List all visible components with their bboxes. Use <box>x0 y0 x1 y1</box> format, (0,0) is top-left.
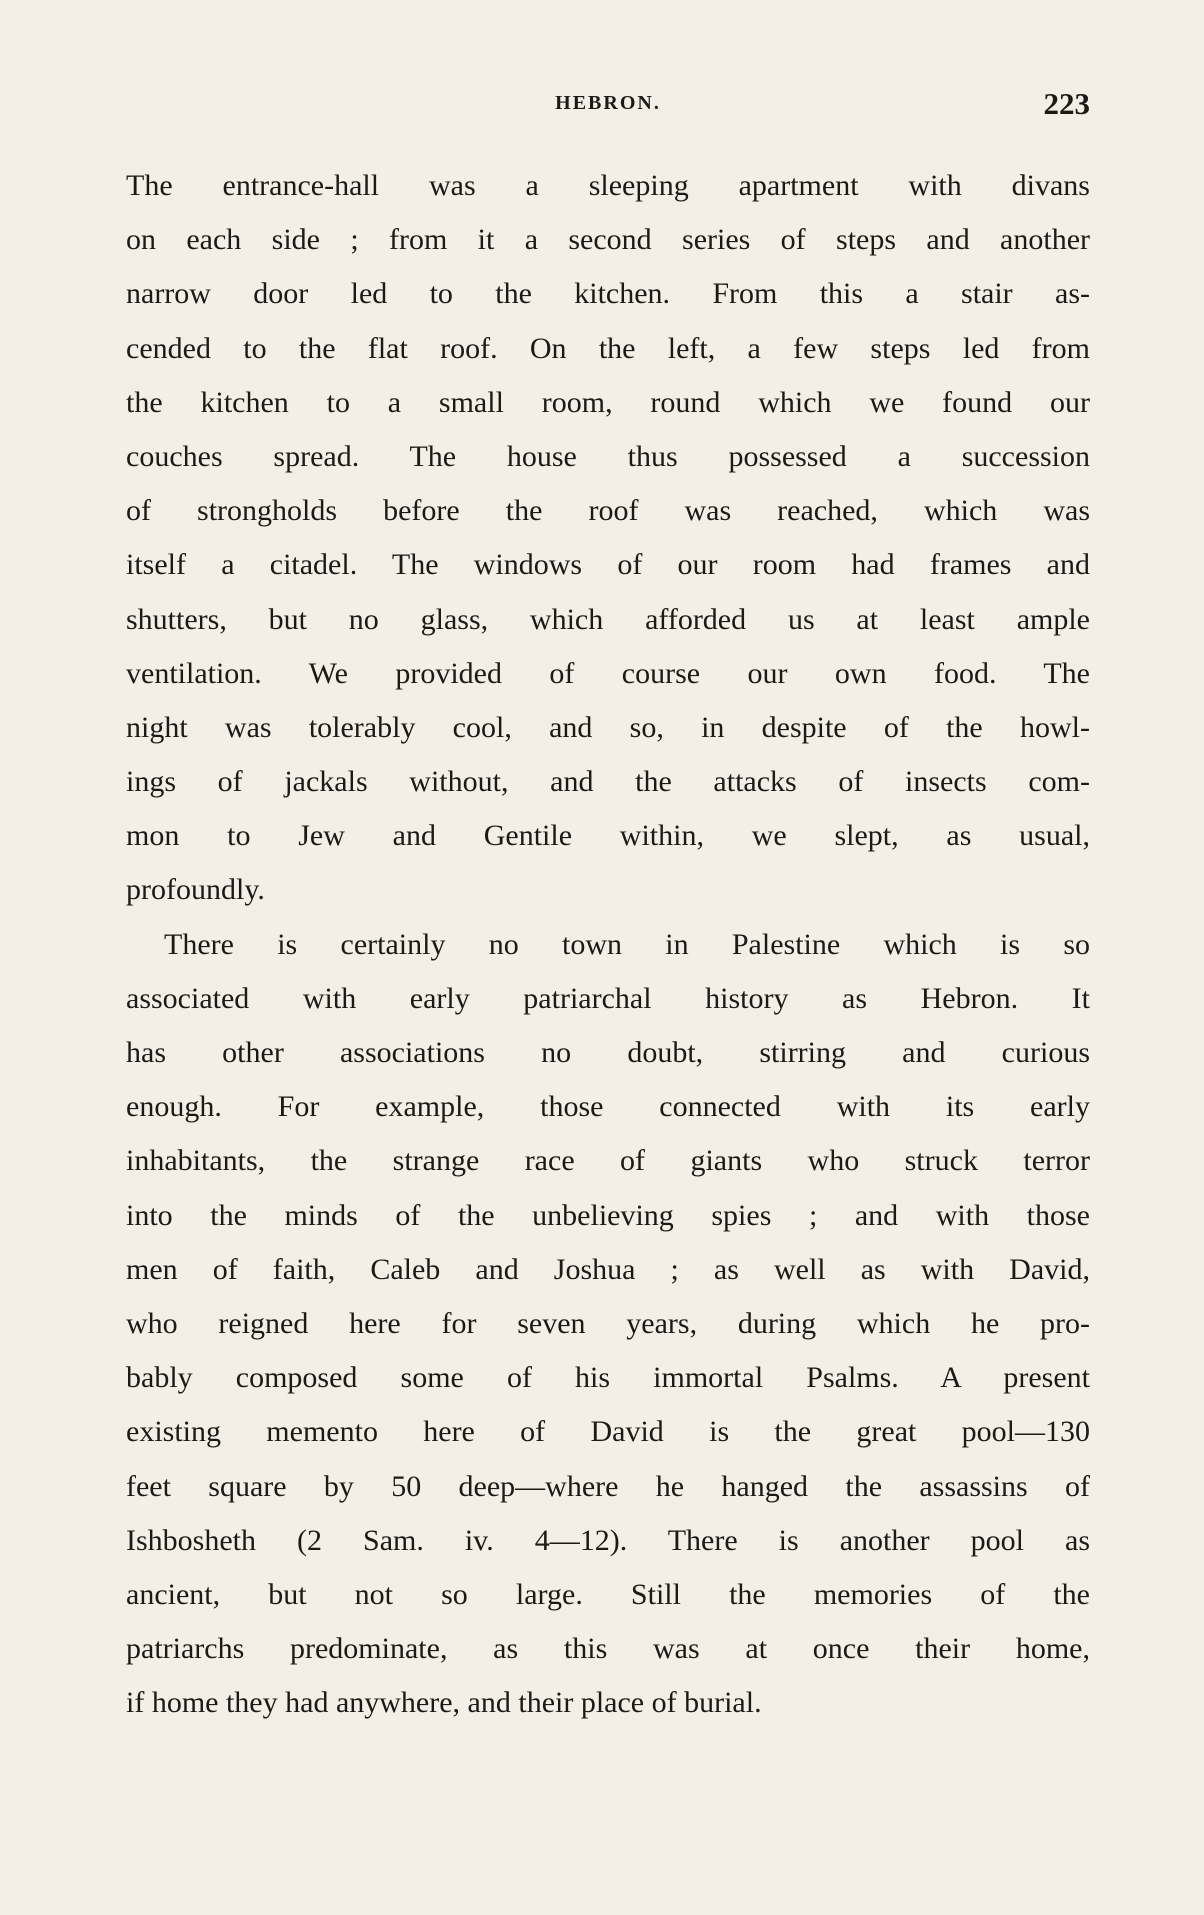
page-header <box>126 86 1090 130</box>
text-line: if home they had anywhere, and their place of burial. <box>126 1686 762 1720</box>
paragraph-2 <box>126 918 1090 1731</box>
text-line: the kitchen to a small room, round which we found our <box>126 385 1090 419</box>
text-line: has other associations no doubt, stirring and curious <box>126 1036 1090 1069</box>
text-line: There is certainly no town in Palestine which is so <box>164 927 1090 961</box>
text-line: narrow door led to the kitchen. From this a stair as- <box>126 277 1090 311</box>
text-line: on each side ; from it a second series of steps and another <box>126 223 1090 257</box>
text-line: ancient, but not so large. Still the memories of the <box>126 1577 1090 1611</box>
text-line: associated with early patriarchal history as Hebron. It <box>126 981 1090 1015</box>
text-line: of strongholds before the roof was reached, which was <box>126 494 1090 528</box>
body-text <box>126 159 1090 1730</box>
text-line: existing memento here of David is the great pool—130 <box>126 1415 1090 1449</box>
text-line: mon to Jew and Gentile within, we slept, as usual, <box>126 819 1090 853</box>
text-line: men of faith, Caleb and Joshua ; as well as with David, <box>126 1252 1090 1286</box>
text-line: who reigned here for seven years, during which he pro- <box>126 1306 1090 1340</box>
page-number: 223 <box>1043 86 1090 121</box>
paragraph-1 <box>126 159 1090 918</box>
text-line: couches spread. The house thus possessed a succession <box>126 439 1090 473</box>
text-line: itself a citadel. The windows of our room had frames and <box>126 548 1090 582</box>
text-line: inhabitants, the strange race of giants who struck terror <box>126 1144 1090 1178</box>
text-line: enough. For example, those connected with its early <box>126 1090 1090 1124</box>
text-line: into the minds of the unbelieving spies ; and with those <box>126 1198 1090 1232</box>
text-line: The entrance-hall was a sleeping apartment with divans <box>126 169 1090 202</box>
text-line: Ishbosheth (2 Sam. iv. 4—12). There is another pool as <box>126 1523 1090 1557</box>
text-line: bably composed some of his immortal Psalms. A present <box>126 1361 1090 1395</box>
text-line: profoundly. <box>126 873 265 907</box>
text-line: shutters, but no glass, which afforded us at least ample <box>126 602 1090 636</box>
text-line: ings of jackals without, and the attacks of insects com- <box>126 765 1090 799</box>
text-line: cended to the flat roof. On the left, a few steps led from <box>126 331 1090 365</box>
text-line: patriarchs predominate, as this was at once their home, <box>126 1632 1090 1666</box>
text-line: ventilation. We provided of course our own food. The <box>126 656 1090 690</box>
text-line: feet square by 50 deep—where he hanged the assassins of <box>126 1469 1090 1503</box>
text-line: night was tolerably cool, and so, in despite of the howl- <box>126 710 1090 744</box>
running-head: HEBRON. <box>555 92 661 114</box>
